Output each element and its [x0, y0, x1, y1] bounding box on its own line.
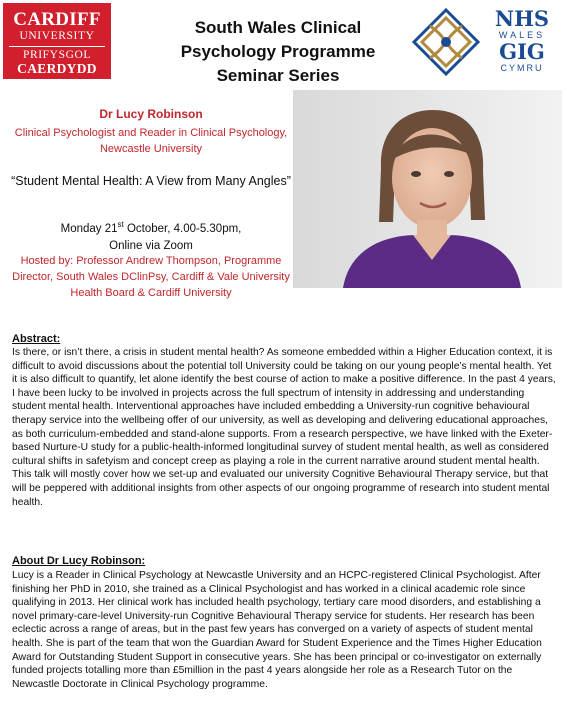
abstract-text: Is there, or isn’t there, a crisis in student mental health? As someone embedded within a Higher Education context, it is difficult to avoid discussions about the potential toll University could be taking on our young people’s mental health. Yet it is also difficult to quantify, let alone identify the best course of action to make a positive difference. In the past 4 years, I have been lucky to be involved in projects across the full spectrum of intensity in addressing and understanding student mental health. Interventional approaches have included embedding a University-run cognitive behavioural therapy service into the wellbeing offer of our university, as well as developing and delivering educational approaches, as both curriculum-embedded and stand-alone supports. From a research perspective, we have linked with the Exeter-based Nurture-U study for a public-health-informed longitudinal survey of student mental health, as well as considered cultural shifts in safetyism and concept creep as playing a role in the current narrative around student mental health. This talk will mostly cover how we set-up and evaluated our university Cognitive Behavioural Therapy service, but that will be peppered with additional insights from other aspects of our ongoing programme of research into student mental health. — [12, 347, 556, 508]
speaker-name: Dr Lucy Robinson — [99, 107, 203, 121]
title-line-3: Seminar Series — [216, 66, 340, 85]
nhs-wales-logo — [482, 8, 562, 74]
about-heading: About Dr Lucy Robinson: — [12, 555, 146, 567]
talk-date-time — [10, 216, 292, 255]
cardiff-logo-line3: PRIFYSGOL — [22, 49, 92, 61]
date-suffix: October, 4.00-5.30pm, — [123, 222, 242, 235]
date-ordinal: st — [117, 220, 124, 229]
title-line-1: South Wales Clinical — [194, 18, 362, 37]
nhs-logo-line1: NHS — [494, 6, 550, 31]
nhs-logo-line2: WALES — [498, 30, 546, 40]
nhs-logo-line3: GIG — [499, 39, 545, 64]
cardiff-logo-line2: UNIVERSITY — [19, 30, 95, 42]
title-line-2: Psychology Programme — [180, 42, 376, 61]
talk-location: Online via Zoom — [109, 239, 193, 252]
about-text: Lucy is a Reader in Clinical Psychology at Newcastle University and an HCPC-registered Clinical Psychologist. After finishing her PhD in 2010, she trained as a Clinical Psychologist and has worked in a clinical academic role since qualifying in 2013. Her clinical work has included health psychology, tertiary care mood disorders, and establishing a novel primary-care-level University-run Cognitive Behavioural Therapy service for students. Her research has been eclectic across a range of areas, but in the past few years has converged on a variety of aspects of student mental health. She is part of the team that won the Guardian Award for Student Experience and the Times Higher Education Award for Outstanding Student Support in consecutive years. She has been principal or co-investigator on externally funded projects totalling more than £5million in the past 4 years alongside her role as a Research Tutor on the Newcastle Doctorate in Clinical Psychology programme. — [12, 570, 542, 690]
nhs-wales-emblem-icon — [410, 6, 482, 78]
cardiff-university-logo — [3, 3, 111, 79]
cardiff-logo-divider — [9, 46, 105, 47]
talk-title: “Student Mental Health: A View from Many Angles” — [11, 174, 291, 188]
cardiff-logo-line1: CARDIFF — [13, 9, 101, 30]
date-prefix: Monday 21 — [60, 222, 118, 235]
cardiff-logo-line4: CAERDYDD — [17, 61, 97, 76]
abstract-heading: Abstract: — [12, 333, 61, 345]
seminar-series-title — [128, 16, 428, 88]
nhs-logo-line4: CYMRU — [500, 63, 544, 73]
speaker-role: Clinical Psychologist and Reader in Clinical Psychology, Newcastle University — [14, 127, 288, 155]
host-info: Hosted by: Professor Andrew Thompson, Programme Director, South Wales DClinPsy, Cardiff & Vale University Health Board & Cardiff University — [12, 255, 290, 299]
speaker-photo — [293, 90, 562, 288]
